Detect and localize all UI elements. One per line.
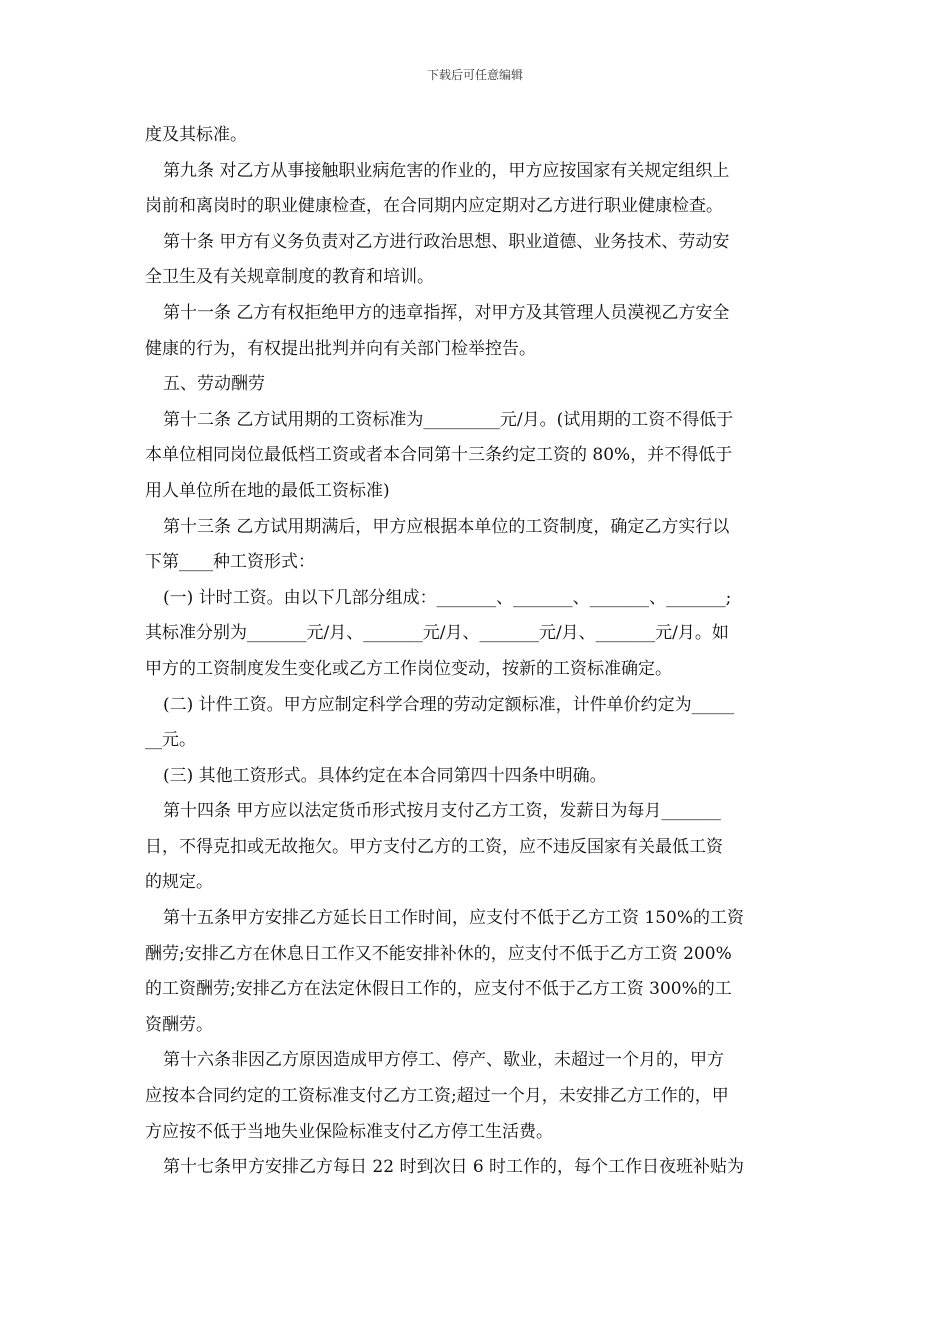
text-line: 日，不得克扣或无故拖欠。甲方支付乙方的工资，应不违反国家有关最低工资 (145, 836, 723, 857)
article-14-line: 第十四条 甲方应以法定货币形式按月支付乙方工资，发薪日为每月_______ (163, 801, 721, 822)
text-line: 度及其标准。 (145, 125, 247, 145)
item-3-line: (三) 其他工资形式。具体约定在本合同第四十四条中明确。 (163, 765, 607, 786)
text-line: 的工资酬劳;安排乙方在法定休假日工作的，应支付不低于乙方工资 300%的工 (145, 979, 732, 1000)
text-line: 方应按不低于当地失业保险标准支付乙方停工生活费。 (145, 1121, 553, 1142)
text-line: 本单位相同岗位最低档工资或者本合同第十三条约定工资的 80%，并不得低于 (145, 445, 733, 466)
document-body (145, 118, 807, 1186)
article-12-line: 第十二条 乙方试用期的工资标准为_________元/月。(试用期的工资不得低于 (163, 409, 734, 430)
text-line: __元。 (145, 730, 196, 751)
item-1-line: (一) 计时工资。由以下几部分组成：_______、_______、_______、_______; (163, 587, 732, 608)
article-9-line: 第九条 对乙方从事接触职业病危害的作业的，甲方应按国家有关规定组织上 (163, 160, 730, 181)
item-2-line: (二) 计件工资。甲方应制定科学合理的劳动定额标准，计件单价约定为_____ (163, 694, 735, 715)
text-line: 应按本合同约定的工资标准支付乙方工资;超过一个月，未安排乙方工作的，甲 (145, 1086, 729, 1107)
text-line: 健康的行为，有权提出批判并向有关部门检举控告。 (145, 338, 536, 359)
article-11-line: 第十一条 乙方有权拒绝甲方的违章指挥，对甲方及其管理人员漠视乙方安全 (163, 302, 730, 323)
text-line: 岗前和离岗时的职业健康检查，在合同期内应定期对乙方进行职业健康检查。 (145, 196, 723, 217)
text-line: 用人单位所在地的最低工资标准) (145, 480, 390, 501)
text-line: 的规定。 (145, 872, 213, 893)
article-17-line: 第十七条甲方安排乙方每日 22 时到次日 6 时工作的，每个工作日夜班补贴为 (163, 1157, 745, 1178)
text-line: 资酬劳。 (145, 1014, 213, 1035)
article-15-line: 第十五条甲方安排乙方延长日工作时间，应支付不低于乙方工资 150%的工资 (163, 908, 745, 929)
text-line: 甲方的工资制度发生变化或乙方工作岗位变动，按新的工资标准确定。 (145, 658, 672, 679)
article-13-line: 第十三条 乙方试用期满后，甲方应根据本单位的工资制度，确定乙方实行以 (163, 516, 730, 537)
article-16-line: 第十六条非因乙方原因造成甲方停工、停产、歇业，未超过一个月的，甲方 (163, 1050, 724, 1071)
section-heading: 五、劳动酬劳 (163, 374, 265, 395)
article-10-line: 第十条 甲方有义务负责对乙方进行政治思想、职业道德、业务技术、劳动安 (163, 231, 730, 252)
text-line: 下第____种工资形式： (145, 552, 315, 573)
text-line: 全卫生及有关规章制度的教育和培训。 (145, 267, 434, 288)
page-header: 下载后可任意编辑 (426, 68, 523, 82)
text-line: 其标准分别为_______元/月、_______元/月、_______元/月、_______元/月。如 (145, 623, 729, 644)
text-line: 酬劳;安排乙方在休息日工作又不能安排补休的，应支付不低于乙方工资 200% (145, 943, 732, 964)
